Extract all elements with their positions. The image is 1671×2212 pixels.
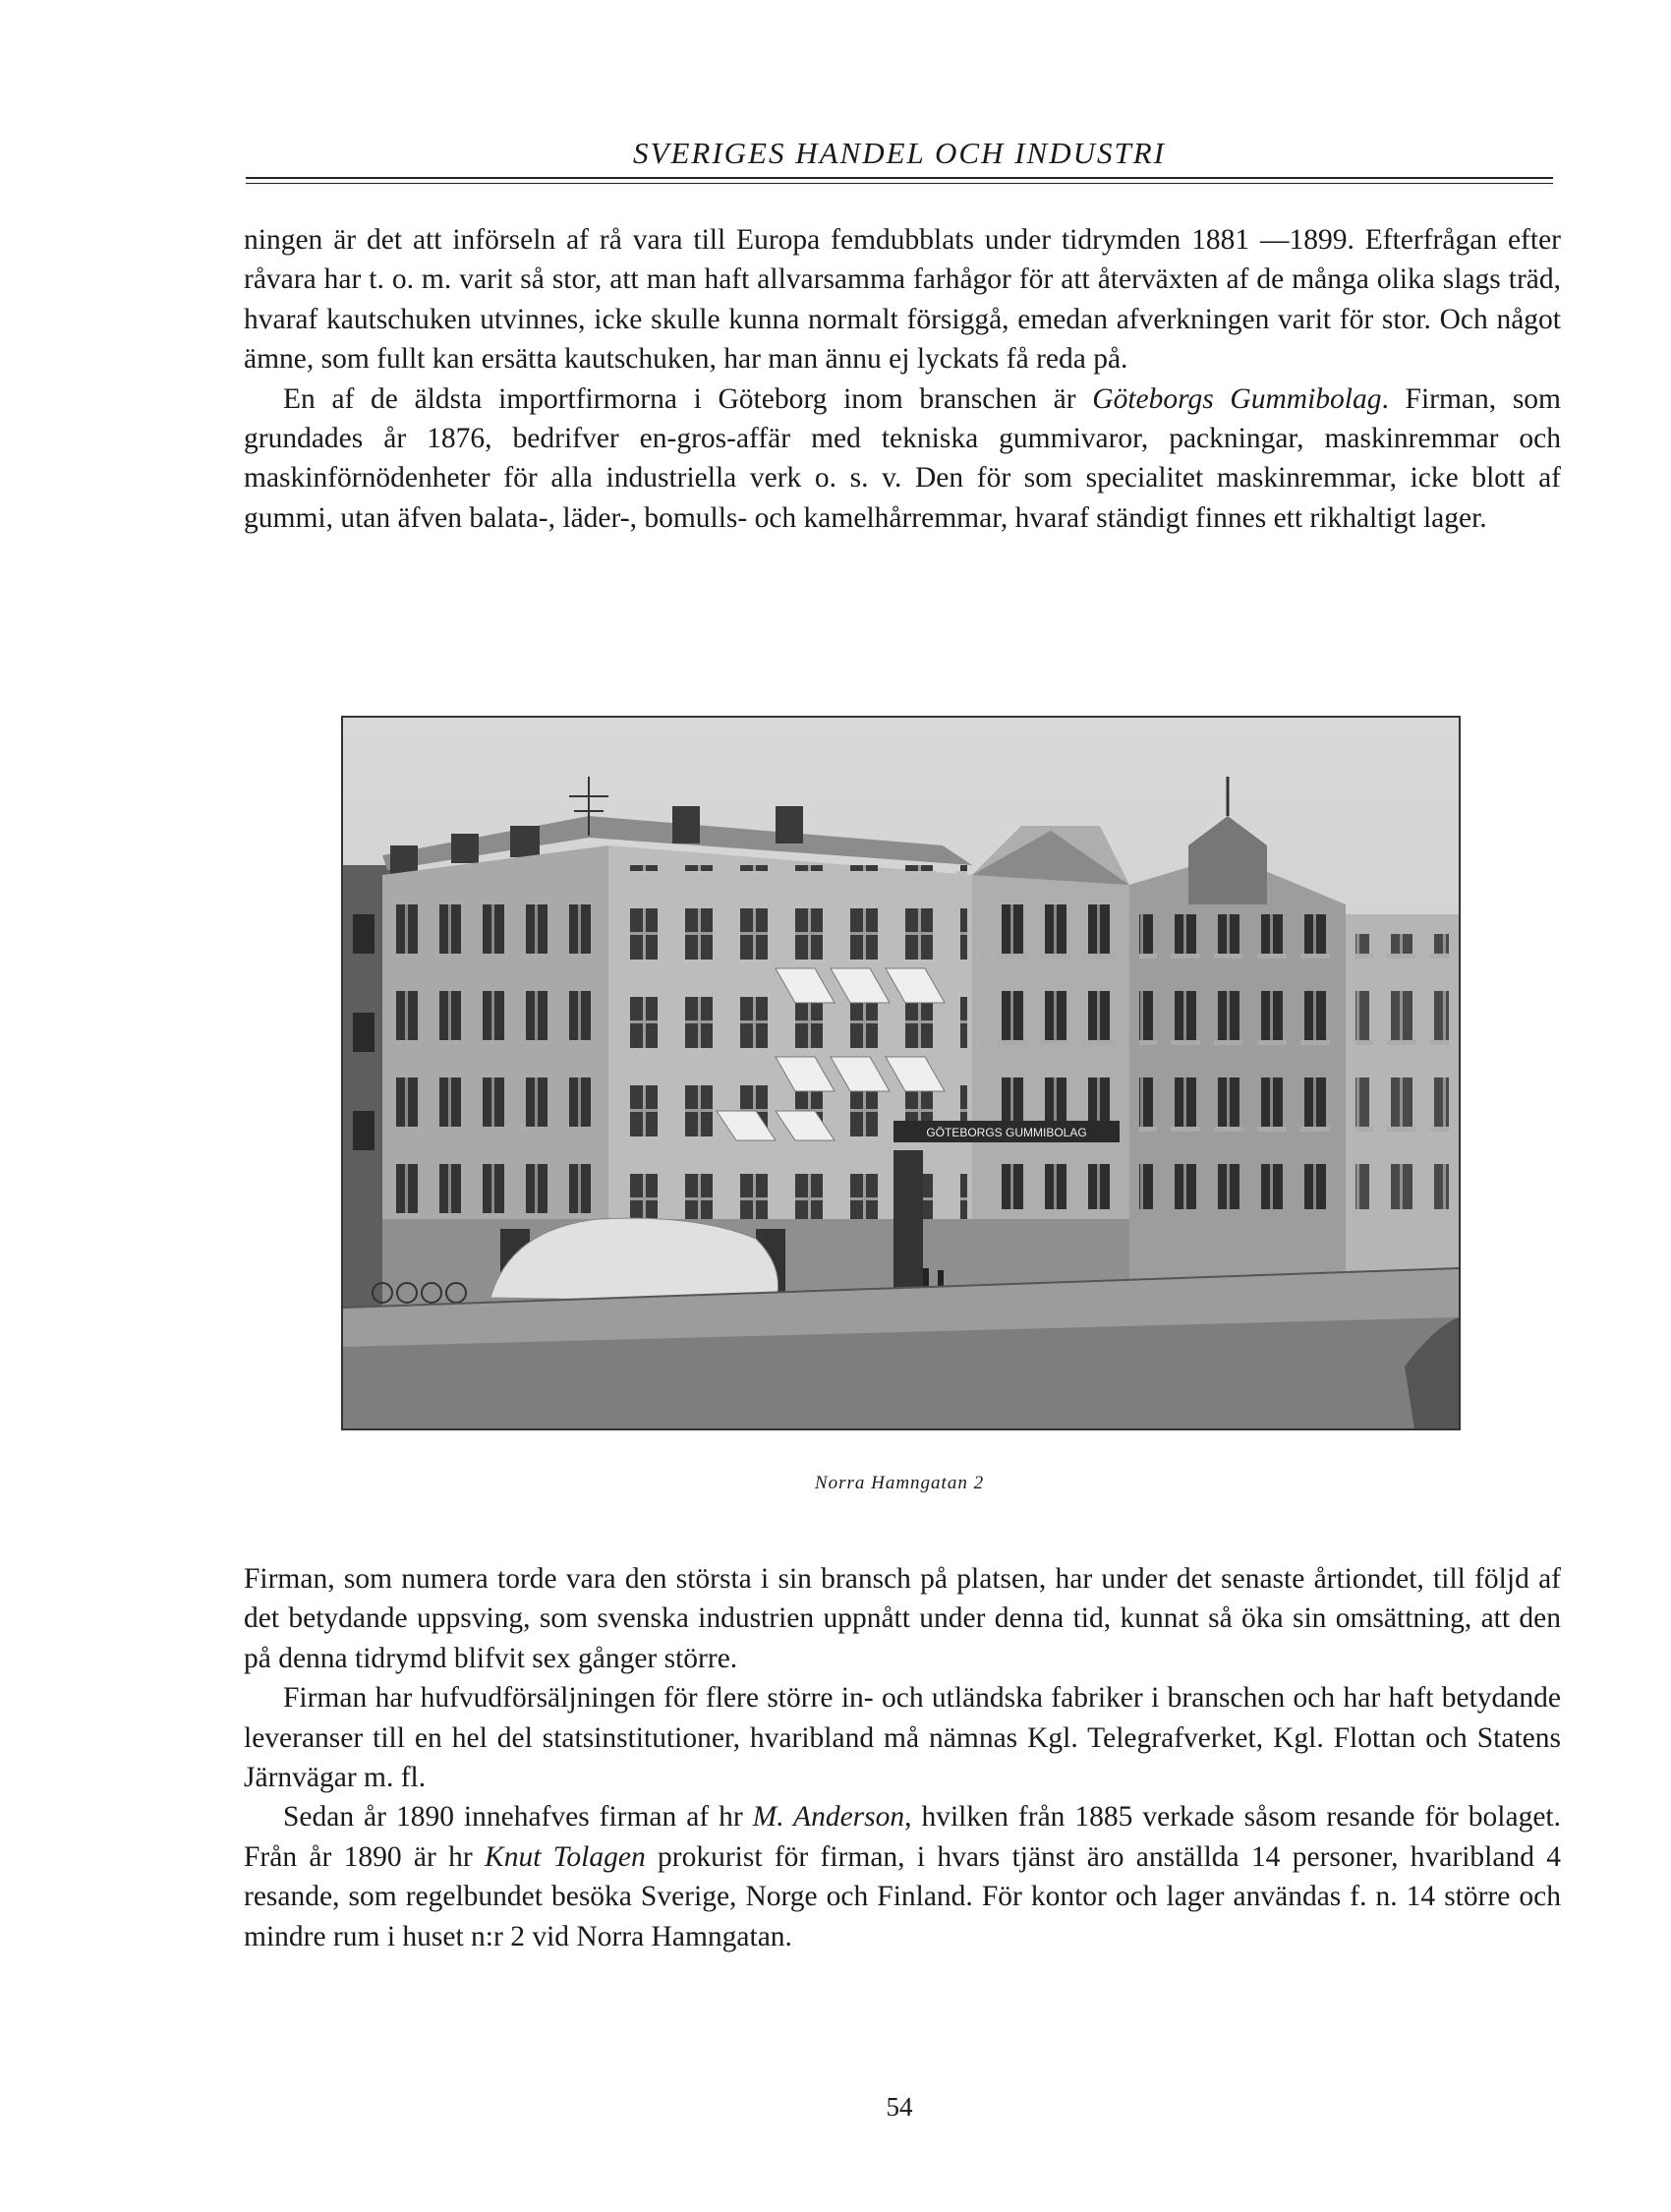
paragraph-text: ningen är det att införseln af rå vara till Europa femdubblats under tidrymden 1881 —1899. Efterfrågan efter råvara har t. o. m. varit så stor, att man haft allvarsamma farhågor för att återväxten af de många olika slags träd, hvaraf kautschuken utvinnes, icke skulle kunna normalt försiggå, emedan afverkningen varit för stor. Och något ämne, som fullt kan ersätta kautschuken, har man ännu ej lyckats få reda på. [244, 224, 1561, 376]
paragraph [244, 1797, 1561, 1956]
body-text-bottom [244, 1559, 1561, 1956]
paragraph-text: Firman, som numera torde vara den största i sin bransch på platsen, har under det senaste årtiondet, till följd af det betydande uppsving, som svenska industrien uppnått under denna tid, kunnat så öka sin omsättning, att den på denna tidrymd blifvit sex gånger större. [244, 1563, 1561, 1674]
paragraph-text: . Firman, som grundades år 1876, bedrifver en-gros-affär med tekniska gummivaror, packningar, maskinremmar och maskinförnödenheter för alla industriella verk o. s. v. Den för som specialitet maskinremmar, icke blott af gummi, utan äfven balata-, läder-, bomulls- och kamelhårremmar, hvaraf ständigt finnes ett rikhaltigt lager. [244, 382, 1561, 534]
body-text-top [244, 220, 1561, 538]
paragraph-text: , hvilken från 1885 verkade såsom resande för bolaget. Från år 1890 är hr [244, 1801, 1561, 1873]
paragraph-text: Sedan år 1890 innehafves firman af hr [283, 1801, 753, 1834]
photo-caption: Norra Hamngatan 2 [814, 1473, 985, 1493]
building-illustration [343, 718, 1459, 1428]
paragraph [244, 1559, 1561, 1678]
paragraph-text: prokurist för firman, i hvars tjänst äro anställda 14 personer, hvaribland 4 resande, som regelbundet besöka Sverige, Norge och Finland. För kontor och lager användas f. n. 14 större och mindre rum i huset n:r 2 vid Norra Hamngatan. [244, 1840, 1561, 1952]
building-photograph [341, 716, 1461, 1430]
paragraph [244, 1678, 1561, 1797]
person-name: Knut Tolagen [485, 1840, 646, 1873]
person-name: M. Anderson [752, 1801, 905, 1834]
paragraph-text: Firman har hufvudförsäljningen för flere större in- och utländska fabriker i branschen och har haft betydande leveranser till en hel del statsinstitutioner, hvaribland må nämnas Kgl. Telegrafverket, Kgl. Flottan och Statens Järnvägar m. fl. [244, 1682, 1561, 1794]
paragraph-text: En af de äldsta importfirmorna i Göteborg inom branschen är [283, 382, 1093, 415]
running-head: SVERIGES HANDEL OCH INDUSTRI [633, 136, 1166, 170]
header-rule-thin [246, 183, 1553, 184]
page-number: 54 [886, 2092, 913, 2122]
paragraph [244, 220, 1561, 379]
company-name: Göteborgs Gummibolag [1092, 382, 1382, 415]
paragraph [244, 379, 1561, 539]
header-rule [246, 177, 1553, 179]
shop-sign: GÖTEBORGS GUMMIBOLAG [926, 1126, 1087, 1139]
